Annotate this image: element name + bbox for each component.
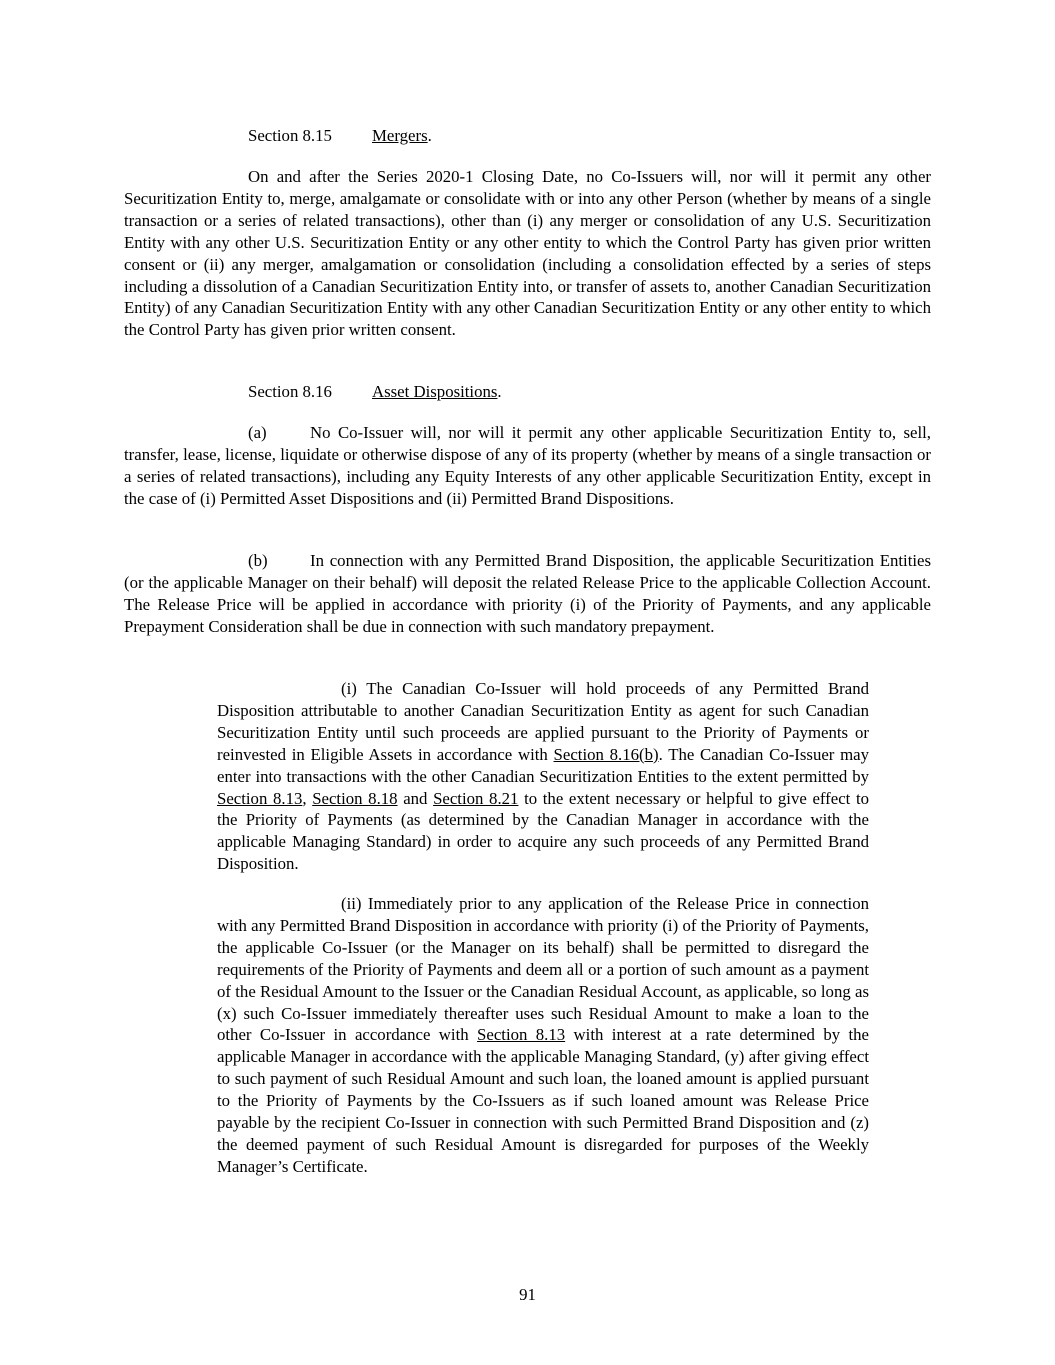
cross-reference: Section 8.16(b) <box>553 744 659 764</box>
subclause-text: with interest at a rate determined by the applicable Manager in accordance with the applicable Managing Standard, (y) after giving effect to such payment of such Residual Amount and such loan, the loaned amount is applied pursuant to the Priority of Payments by the Co-Issuers as if such loaned amount was Release Price payable by the recipient Co-Issuer in connection with such Permitted Brand Disposition and (z) the deemed payment of such Residual Amount is disregarded for purposes of the Weekly Manager’s Certificate. <box>217 1025 870 1176</box>
clause-text: In connection with any Permitted Brand Disposition, the applicable Securitization Entities (or the applicable Manager on their behalf) will deposit the related Release Price to the applicable Collection Account. The Release Price will be applied in accordance with priority (i) of the Priority of Payments, and any applicable Prepayment Consideration shall be due in connection with such mandatory prepayment. <box>124 551 931 636</box>
subclause-i-paragraph <box>217 678 869 875</box>
section-8-15-paragraph: On and after the Series 2020-1 Closing Date, no Co-Issuers will, nor will it permit any other Securitization Entity to, merge, amalgamate or consolidate with or into any other Person (whether by means of a single transaction or a series of related transactions), other than (i) any merger or consolidation of any U.S. Securitization Entity with any other U.S. Securitization Entity or any other entity to which the Control Party has given prior written consent or (ii) any merger, amalgamation or consolidation (including a consolidation effected by a series of steps including a dissolution of a Canadian Securitization Entity into, or transfer of assets to, another Canadian Securitization Entity) of any Canadian Securitization Entity with any other Canadian Securitization Entity or any other entity to which the Control Party has given prior written consent. <box>124 167 931 340</box>
section-number: Section 8.15 <box>248 126 332 145</box>
subclause-text: , <box>302 788 313 808</box>
title-period: . <box>497 382 502 401</box>
cross-reference: Section 8.18 <box>312 788 398 808</box>
subclause-text: (ii) Immediately prior to any application of the Release Price in connection with any Permitted Brand Disposition in accordance with priority (i) of the Priority of Payments, the applicable Co-Issuer (or the Manager on its behalf) shall be permitted to disregard the requirements of the Priority of Payments and deem all or a portion of such amount as a payment of the Residual Amount to the Issuer or the Canadian Residual Account, as applicable, so long as (x) such Co-Issuer immediately thereafter uses such Residual Amount to make a loan to the other Co-Issuer in accordance with <box>217 894 869 1045</box>
cross-reference: Section 8.13 <box>217 788 303 808</box>
clause-text: No Co-Issuer will, nor will it permit any other applicable Securitization Entity to, sell, transfer, lease, license, liquidate or otherwise dispose of any of its property (whether by means of a single transaction or a series of related transactions), including any Equity Interests of any other applicable Securitization Entity, except in the case of (i) Permitted Asset Dispositions and (ii) Permitted Brand Dispositions. <box>124 423 931 508</box>
section-8-16-heading <box>248 381 502 403</box>
page-number: 91 <box>519 1285 536 1304</box>
section-title: Mergers <box>372 126 428 145</box>
clause-a-paragraph <box>124 422 931 510</box>
section-number: Section 8.16 <box>248 382 332 401</box>
subclause-text: . The Canadian Co-Issuer may enter into transactions with the other Canadian Securitization Entities to the extent permitted by <box>217 744 870 786</box>
clause-b-paragraph <box>124 550 931 638</box>
section-8-15-heading <box>248 125 432 147</box>
subclause-text: to the extent necessary or helpful to give effect to the Priority of Payments (as determined by the Canadian Manager in accordance with the applicable Managing Standard) in order to acquire any such proceeds of any Permitted Brand Disposition. <box>217 788 870 874</box>
section-title: Asset Dispositions <box>372 382 498 401</box>
subclause-text: (i) The Canadian Co-Issuer will hold proceeds of any Permitted Brand Disposition attributable to another Canadian Securitization Entity as agent for such Canadian Securitization Entity until such proceeds are applied pursuant to the Priority of Payments or reinvested in Eligible Assets in accordance with <box>217 679 869 764</box>
document-page <box>124 0 931 1365</box>
clause-label: (a) <box>248 423 267 442</box>
cross-reference: Section 8.21 <box>433 788 519 808</box>
title-period: . <box>427 126 432 145</box>
subclause-text: and <box>397 788 434 808</box>
subclause-ii-paragraph <box>217 893 869 1178</box>
clause-label: (b) <box>248 551 268 570</box>
cross-reference: Section 8.13 <box>477 1025 566 1045</box>
